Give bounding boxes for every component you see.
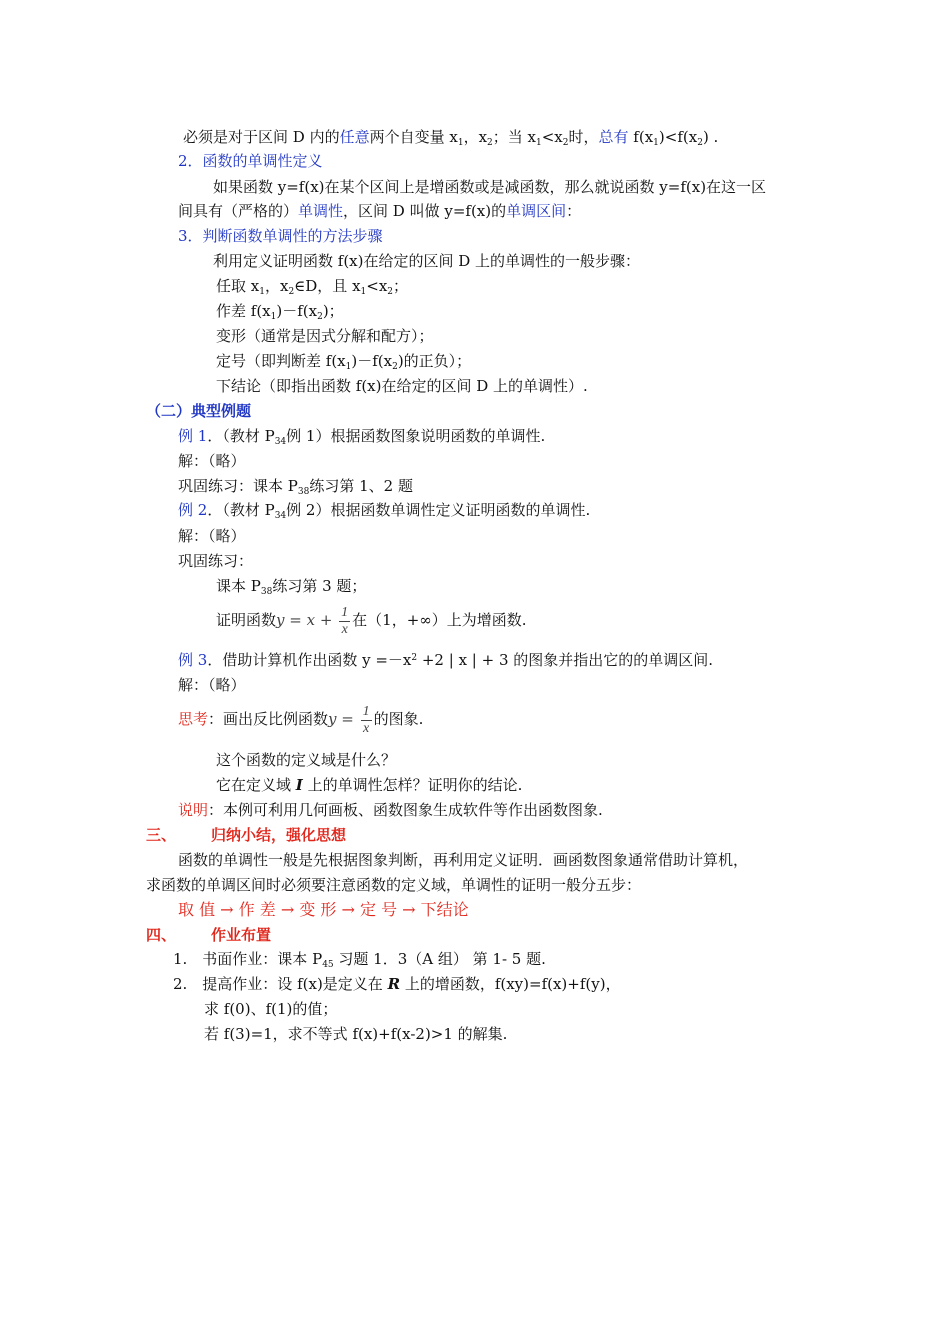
example-1-label: 例 1 — [178, 427, 208, 445]
example-1: 例 1．（教材 $P_{34}$例 1）根据函数图象说明函数的单调性. — [178, 427, 546, 447]
think-question-1: 这个函数的定义域是什么？ — [216, 751, 397, 769]
proof-flow: 取 值 → 作 差 → 变 形 → 定 号 → 下结论 — [178, 900, 469, 919]
example-3-solution: 解：（略） — [178, 676, 246, 694]
condition-line: 必须是对于区间 D 内的任意两个自变量 $x_1$，$x_2$；当 $x_1<x_2$时，总有 $f(x_1)<f(x_2)$ . — [183, 128, 719, 148]
example-2-practice-label: 巩固练习： — [178, 552, 254, 570]
section-3-title: 3．判断函数单调性的方法步骤 — [178, 227, 383, 245]
homework-1: 1. 书面作业：课本 $P_{45}$ 习题 1．3（A 组） 第 1- 5 题. — [173, 950, 546, 970]
think-question-2: 它在定义域 I 上的单调性怎样？证明你的结论. — [216, 776, 523, 794]
step-3: 变形（通常是因式分解和配方）； — [216, 327, 434, 345]
note-label: 说明 — [178, 801, 209, 819]
example-2-label: 例 2 — [178, 501, 208, 519]
keyword-monotonic-interval: 单调区间 — [506, 202, 567, 220]
example-2-practice-1: 课本 $P_{38}$练习第 3 题； — [216, 577, 367, 597]
part-3-title: 归纳小结，强化思想 — [211, 826, 347, 844]
formula-y: y — [276, 611, 285, 629]
part-4-title: 作业布置 — [211, 926, 272, 944]
section-2-title: 2．函数的单调性定义 — [178, 152, 323, 170]
step-4: 定号（即判断差 $f(x_1)-f(x_2)$的正负）； — [216, 352, 472, 372]
example-2-practice-2: 证明函数y = x + $\frac{1}{x}$ 在（1，+∞）上为增函数. — [216, 604, 527, 637]
fraction-one-over-x: $\frac{1}{x}$ — [341, 604, 349, 637]
definition-line-1: 如果函数 y=f(x)在某个区间上是增函数或是减函数，那么就说函数 y=f(x)在这一区 — [213, 178, 767, 196]
homework-2-part-b: 若 f(3)=1，求不等式 f(x)+f(x-2)>1 的解集. — [204, 1025, 508, 1043]
step-1: 任取 $x_1$，$x_2\in D$，且 $x_1<x_2$； — [216, 277, 409, 297]
keyword-any: 任意 — [339, 128, 370, 146]
keyword-monotonicity: 单调性 — [298, 202, 344, 220]
example-2-solution: 解：（略） — [178, 527, 246, 545]
example-3: 例 3．借助计算机作出函数 $y =-x^2 +2$ | x | + 3 的图象并指出它的的单调区间. — [178, 651, 714, 669]
summary-line-2: 求函数的单调区间时必须要注意函数的定义域，单调性的证明一般分五步： — [146, 876, 642, 894]
steps-intro: 利用定义证明函数 f(x)在给定的区间 D 上的单调性的一般步骤： — [213, 252, 641, 270]
homework-2-part-a: 求 f(0)、f(1)的值； — [204, 1000, 338, 1018]
think-line: 思考：画出反比例函数y = $\frac{1}{x}$ 的图象. — [178, 703, 424, 736]
example-1-solution: 解：（略） — [178, 452, 246, 470]
fraction-reciprocal: $\frac{1}{x}$ — [362, 703, 370, 736]
example-3-label: 例 3 — [178, 651, 208, 669]
summary-line-1: 函数的单调性一般是先根据图象判断，再利用定义证明．画函数图象通常借助计算机， — [178, 851, 749, 869]
step-2: 作差 $f(x_1)-f(x_2)$； — [216, 302, 344, 322]
example-1-practice: 巩固练习：课本 $P_{38}$练习第 1、2 题 — [178, 477, 413, 497]
think-label: 思考 — [178, 710, 209, 728]
part-3-number: 三、 — [146, 826, 177, 844]
part-4-number: 四、 — [146, 926, 177, 944]
note-line: 说明：本例可利用几何画板、函数图象生成软件等作出函数图象. — [178, 801, 603, 819]
step-5: 下结论（即指出函数 f(x)在给定的区间 D 上的单调性）. — [216, 377, 588, 395]
part-2-title: （二）典型例题 — [146, 402, 252, 420]
definition-line-2: 间具有（严格的）单调性，区间 D 叫做 y=f(x)的单调区间： — [178, 202, 582, 220]
keyword-always: 总有 — [598, 128, 629, 146]
homework-2: 2. 提高作业：设 f(x)是定义在 R 上的增函数，f(xy)=f(x)+f(y)， — [173, 975, 621, 993]
example-2: 例 2．（教材 $P_{34}$例 2）根据函数单调性定义证明函数的单调性. — [178, 501, 591, 521]
